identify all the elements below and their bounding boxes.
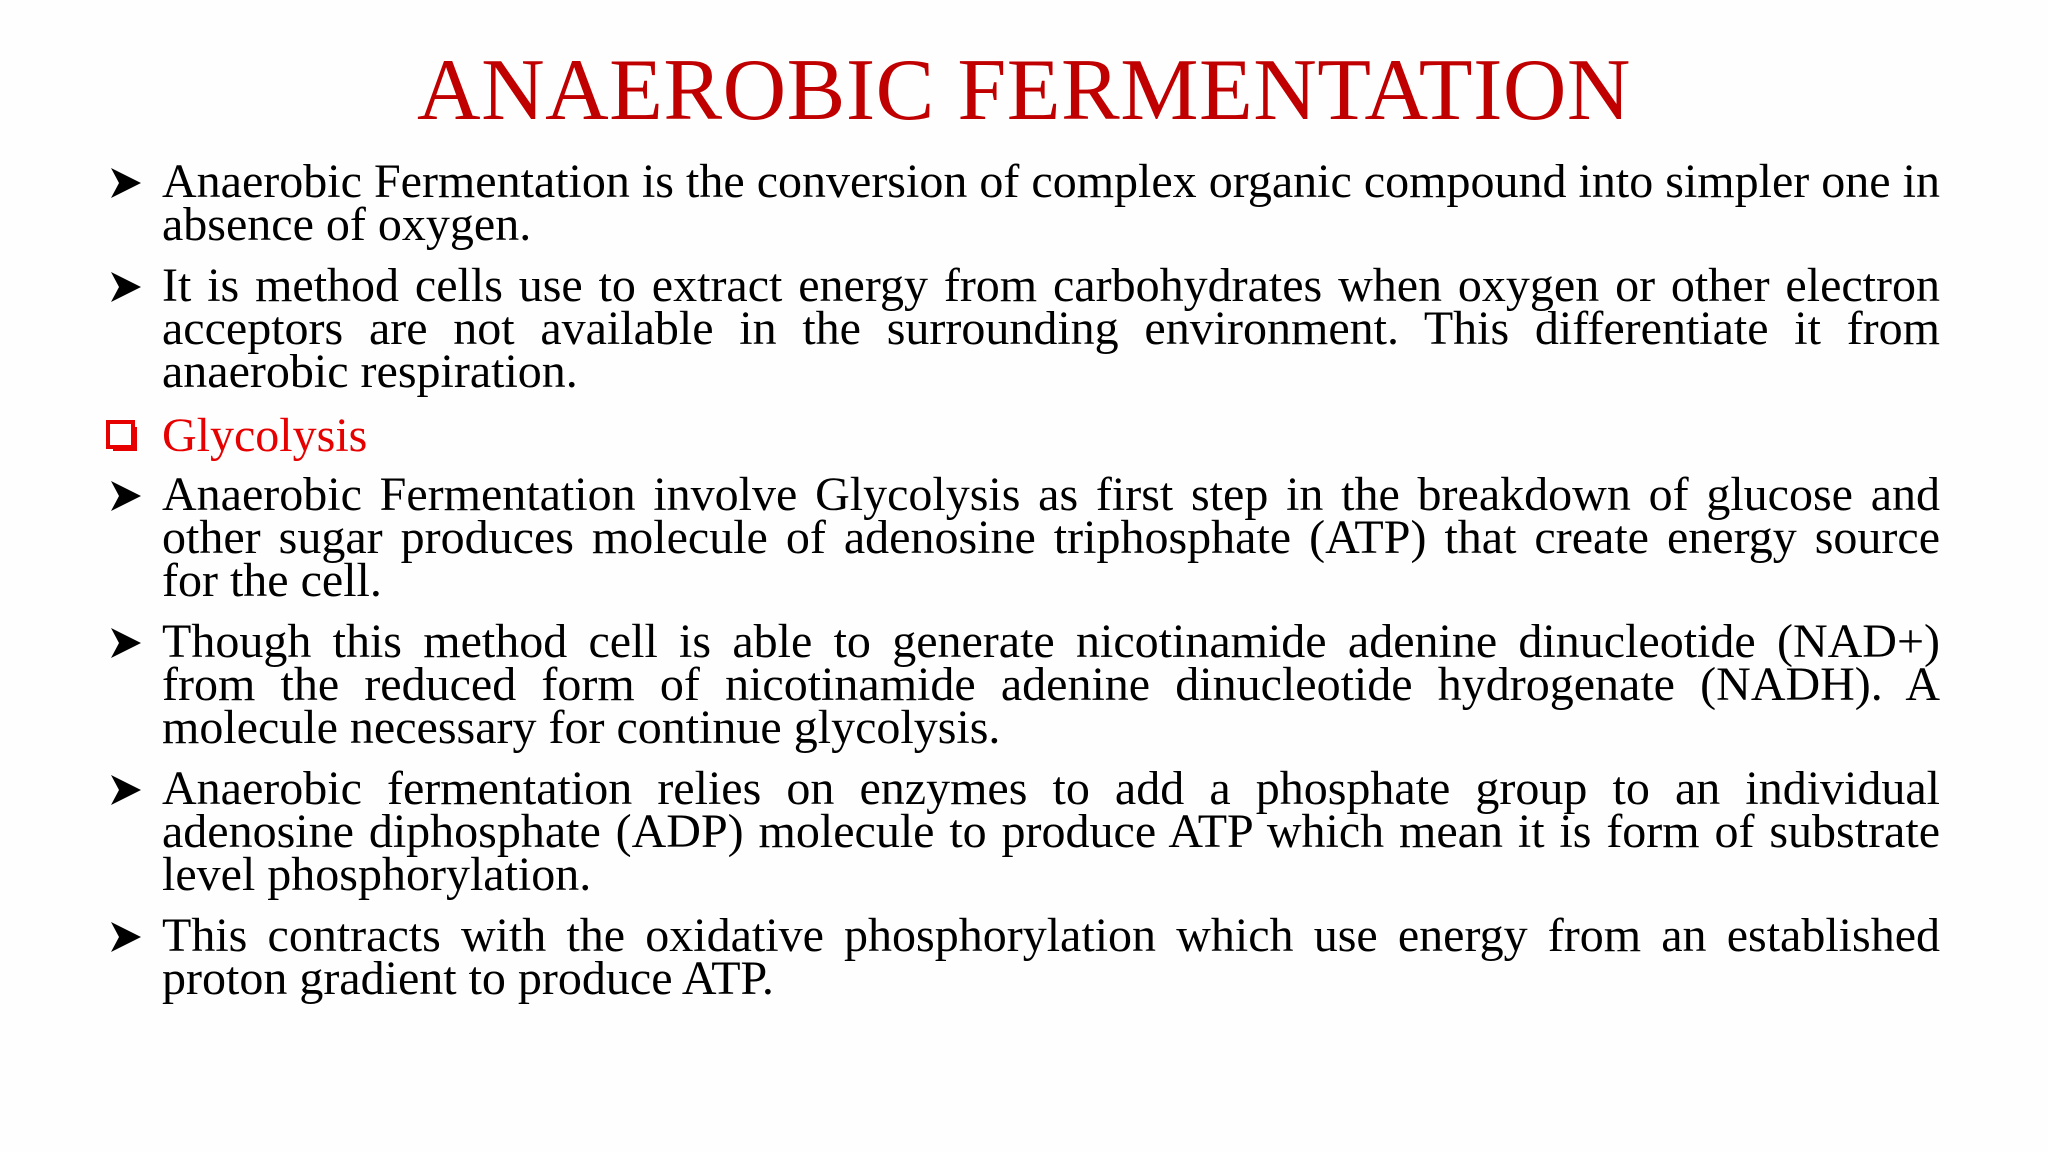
- arrow-bullet-icon: [105, 163, 145, 203]
- section-heading: [105, 411, 1940, 461]
- section-heading-text: Glycolysis: [162, 409, 368, 462]
- bullet-item: [105, 615, 1940, 754]
- bullet-item: [105, 468, 1940, 607]
- arrow-bullet-icon: [105, 267, 145, 307]
- arrow-bullet-icon: [105, 917, 145, 957]
- bullet-item: [105, 762, 1940, 901]
- bullet-list: [105, 155, 1940, 1018]
- bullet-item: [105, 259, 1940, 398]
- arrow-bullet-icon: [105, 770, 145, 810]
- arrow-bullet-icon: [105, 476, 145, 516]
- bullet-item: [105, 909, 1940, 1005]
- bullet-text: Though this method cell is able to generate nicotinamide adenine dinucleotide (NAD+) from the reduced form of nicotinamide adenine dinucleotide hydrogenate (NADH). A molecule necessary for continue glycolysis.: [162, 615, 1940, 754]
- bullet-text: Anaerobic fermentation relies on enzymes to add a phosphate group to an individual adenosine diphosphate (ADP) molecule to produce ATP which mean it is form of substrate level phosphorylation.: [162, 762, 1940, 901]
- bullet-text: Anaerobic Fermentation involve Glycolysis as first step in the breakdown of glucose and other sugar produces molecule of adenosine triphosphate (ATP) that create energy source for the cell.: [162, 468, 1940, 607]
- checkbox-bullet-icon: [105, 419, 139, 453]
- slide-title: ANAEROBIC FERMENTATION: [417, 42, 1631, 139]
- bullet-text: This contracts with the oxidative phosphorylation which use energy from an established proton gradient to produce ATP.: [162, 909, 1940, 1005]
- arrow-bullet-icon: [105, 623, 145, 663]
- bullet-text: It is method cells use to extract energy from carbohydrates when oxygen or other electron acceptors are not available in the surrounding environment. This differentiate it from anaerobic respiration.: [162, 259, 1940, 398]
- bullet-item: [105, 155, 1940, 251]
- bullet-text: Anaerobic Fermentation is the conversion of complex organic compound into simpler one in absence of oxygen.: [162, 155, 1940, 251]
